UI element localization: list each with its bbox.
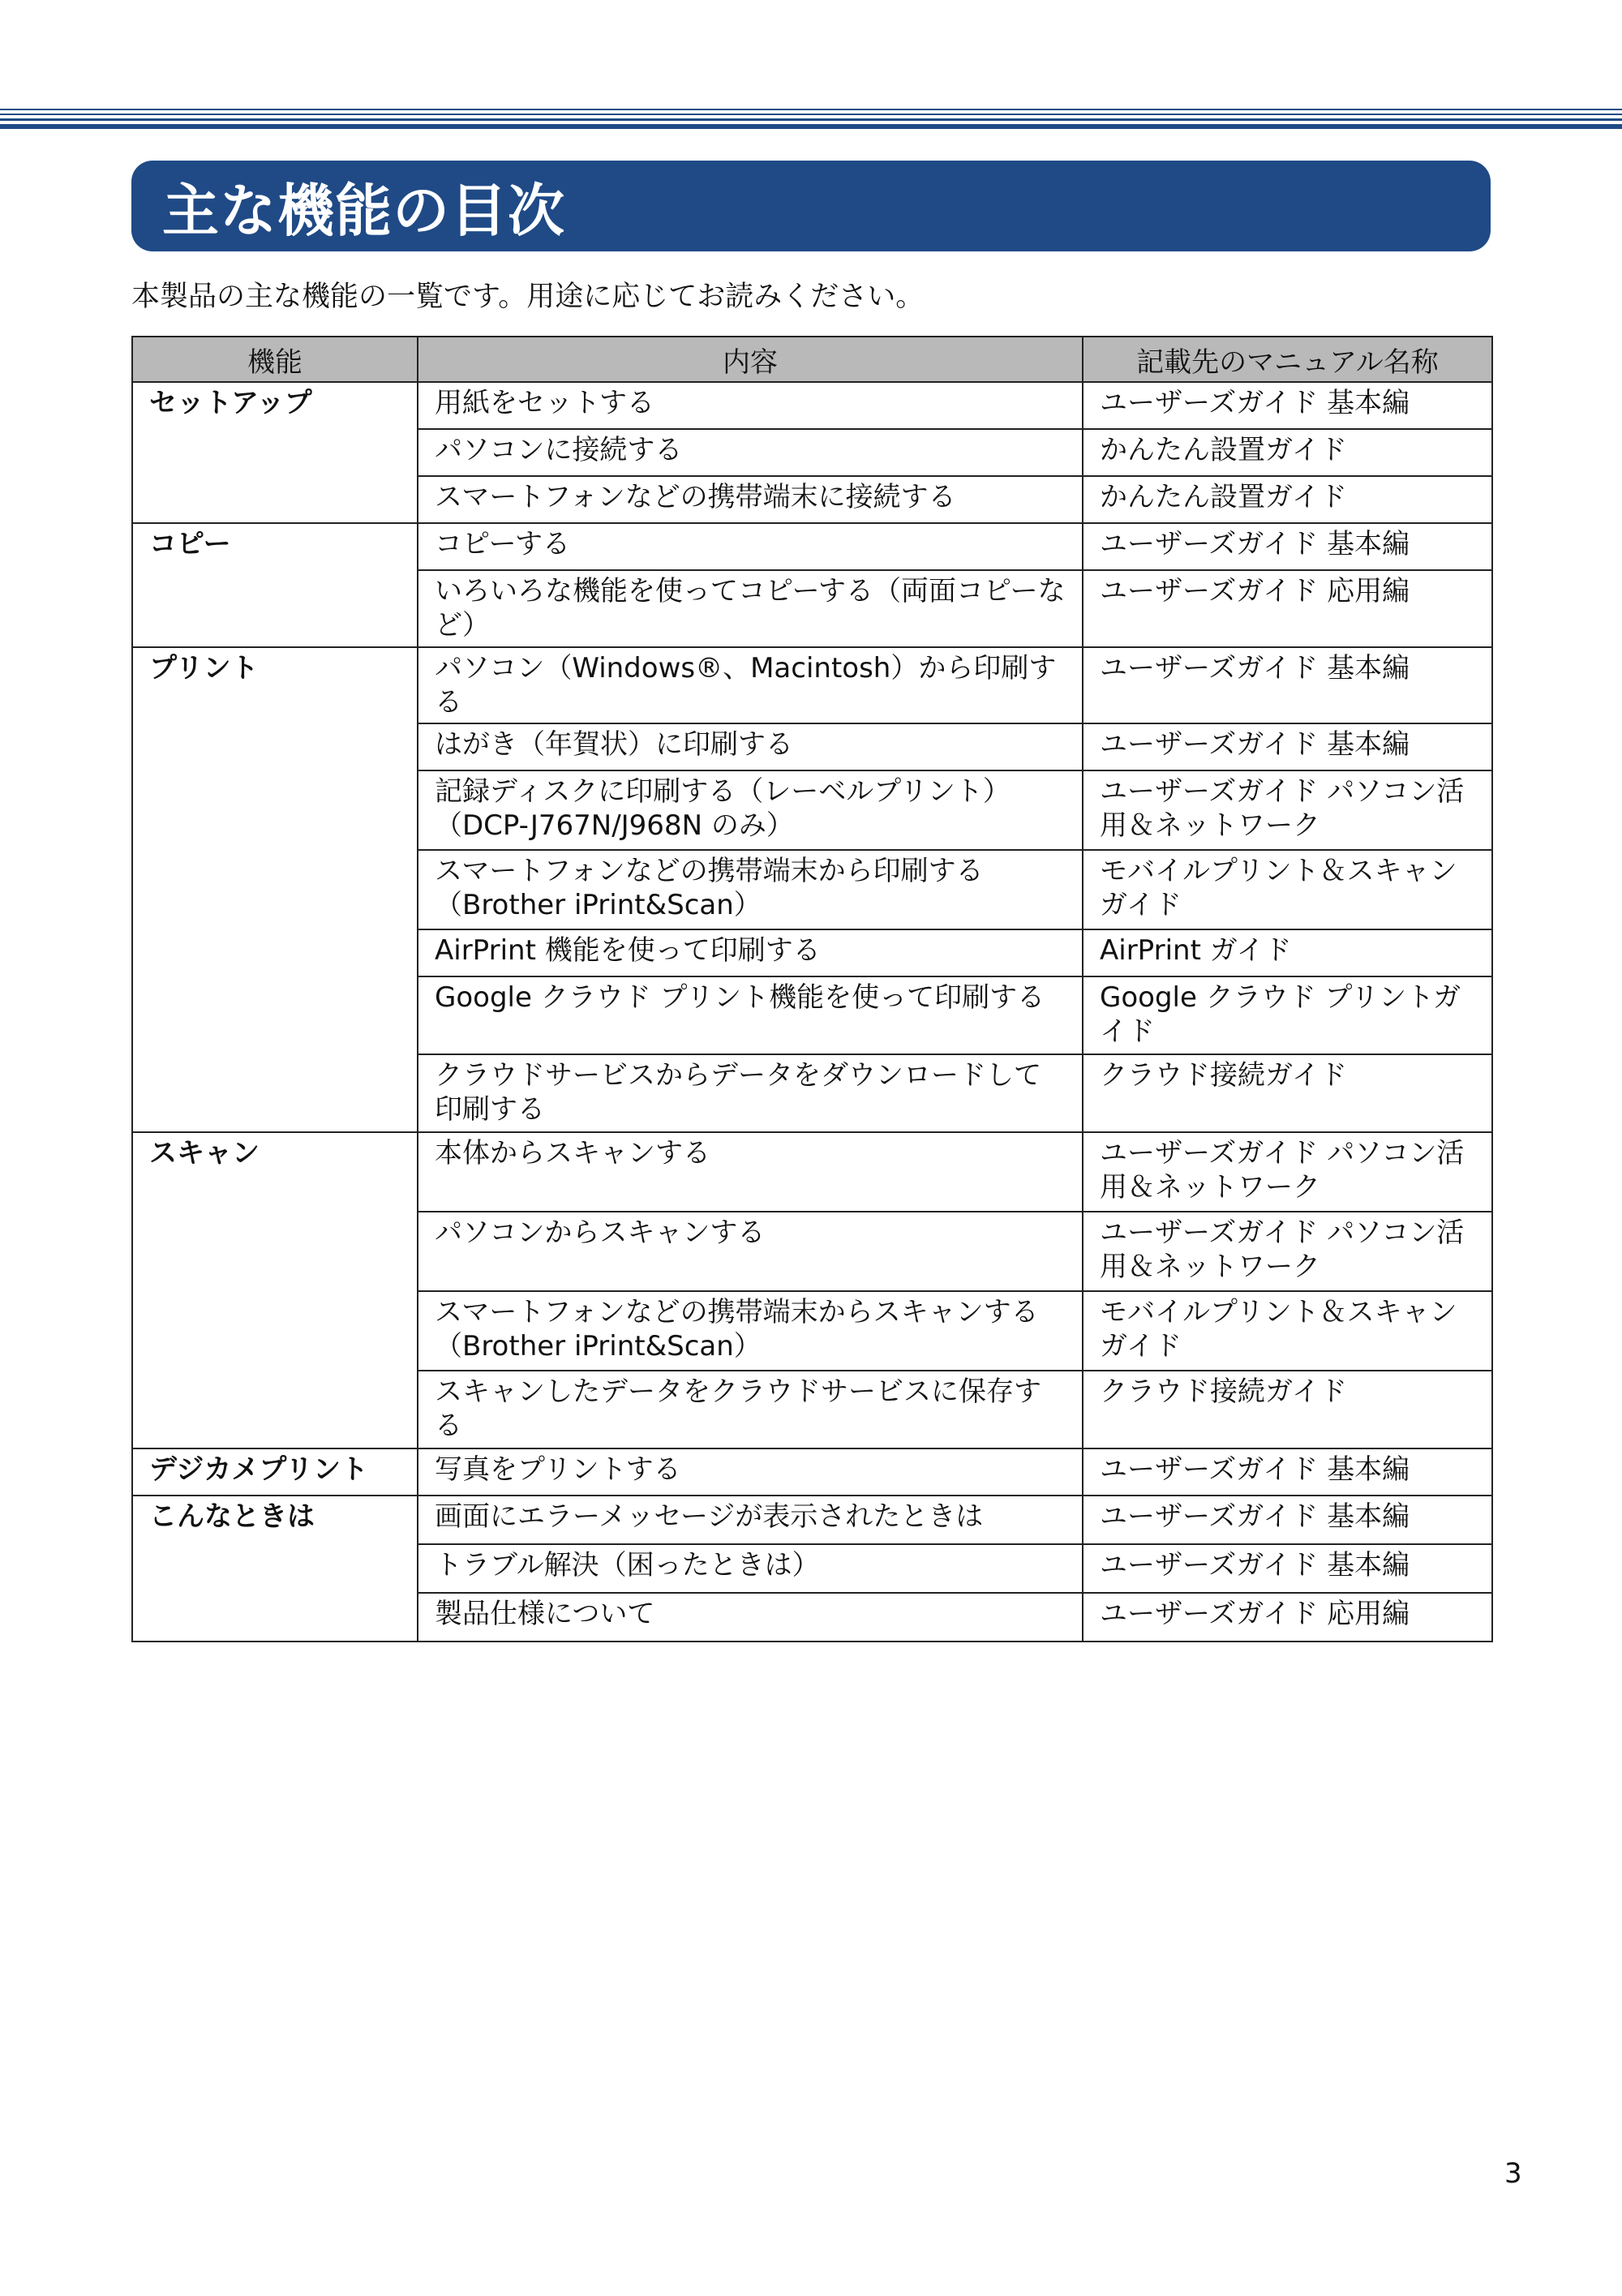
- manual-cell: クラウド接続ガイド: [1083, 1054, 1492, 1132]
- manual-cell: ユーザーズガイド 基本編: [1083, 1448, 1492, 1496]
- table-row: [132, 1132, 1492, 1212]
- page-title: 主な機能の目次: [162, 177, 565, 244]
- page-number: 3: [1504, 2157, 1522, 2190]
- category-cell: こんなときは: [132, 1496, 418, 1642]
- header-function: 機能: [132, 337, 418, 382]
- manual-cell: ユーザーズガイド 基本編: [1083, 647, 1492, 723]
- category-cell: デジカメプリント: [132, 1448, 418, 1496]
- function-table: [131, 336, 1493, 1642]
- content-cell: パソコン（Windows®、Macintosh）から印刷する: [418, 647, 1083, 723]
- manual-cell: モバイルプリント＆スキャンガイド: [1083, 850, 1492, 929]
- content-cell: Google クラウド プリント機能を使って印刷する: [418, 976, 1083, 1054]
- category-cell: コピー: [132, 523, 418, 647]
- table-body: [132, 382, 1492, 1642]
- manual-cell: ユーザーズガイド パソコン活用＆ネットワーク: [1083, 770, 1492, 850]
- content-cell: いろいろな機能を使ってコピーする（両面コピーなど）: [418, 570, 1083, 647]
- content-cell: コピーする: [418, 523, 1083, 570]
- content-cell: パソコンからスキャンする: [418, 1212, 1083, 1291]
- content-cell: 画面にエラーメッセージが表示されたときは: [418, 1496, 1083, 1544]
- manual-cell: かんたん設置ガイド: [1083, 476, 1492, 523]
- manual-cell: ユーザーズガイド 基本編: [1083, 723, 1492, 770]
- header-rules: [0, 109, 1622, 129]
- manual-cell: ユーザーズガイド 応用編: [1083, 570, 1492, 647]
- header-content: 内容: [418, 337, 1083, 382]
- content-cell: はがき（年賀状）に印刷する: [418, 723, 1083, 770]
- content-cell: AirPrint 機能を使って印刷する: [418, 929, 1083, 976]
- manual-cell: モバイルプリント＆スキャンガイド: [1083, 1291, 1492, 1371]
- table-row: [132, 1496, 1492, 1544]
- table-row: [132, 647, 1492, 723]
- content-cell: 写真をプリントする: [418, 1448, 1083, 1496]
- manual-cell: ユーザーズガイド 応用編: [1083, 1593, 1492, 1642]
- content-cell: スキャンしたデータをクラウドサービスに保存する: [418, 1371, 1083, 1448]
- manual-cell: ユーザーズガイド パソコン活用＆ネットワーク: [1083, 1132, 1492, 1212]
- content-cell: 本体からスキャンする: [418, 1132, 1083, 1212]
- manual-cell: クラウド接続ガイド: [1083, 1371, 1492, 1448]
- manual-cell: ユーザーズガイド 基本編: [1083, 1496, 1492, 1544]
- table-row: [132, 1448, 1492, 1496]
- manual-cell: かんたん設置ガイド: [1083, 429, 1492, 476]
- category-cell: プリント: [132, 647, 418, 1132]
- manual-cell: ユーザーズガイド 基本編: [1083, 523, 1492, 570]
- intro-text: 本製品の主な機能の一覧です。用途に応じてお読みください。: [131, 281, 925, 313]
- content-cell: スマートフォンなどの携帯端末からスキャンする（Brother iPrint&Scan）: [418, 1291, 1083, 1371]
- header-manual: 記載先のマニュアル名称: [1083, 337, 1492, 382]
- manual-cell: Google クラウド プリントガイド: [1083, 976, 1492, 1054]
- table-header-row: [132, 337, 1492, 382]
- content-cell: 用紙をセットする: [418, 382, 1083, 429]
- category-cell: スキャン: [132, 1132, 418, 1448]
- content-cell: クラウドサービスからデータをダウンロードして印刷する: [418, 1054, 1083, 1132]
- content-cell: 製品仕様について: [418, 1593, 1083, 1642]
- manual-cell: ユーザーズガイド 基本編: [1083, 1544, 1492, 1593]
- manual-cell: ユーザーズガイド パソコン活用＆ネットワーク: [1083, 1212, 1492, 1291]
- table-row: [132, 382, 1492, 429]
- content-cell: スマートフォンなどの携帯端末から印刷する（Brother iPrint&Scan）: [418, 850, 1083, 929]
- content-cell: パソコンに接続する: [418, 429, 1083, 476]
- manual-cell: AirPrint ガイド: [1083, 929, 1492, 976]
- content-cell: スマートフォンなどの携帯端末に接続する: [418, 476, 1083, 523]
- content-cell: 記録ディスクに印刷する（レーベルプリント）（DCP-J767N/J968N のみ）: [418, 770, 1083, 850]
- table-row: [132, 523, 1492, 570]
- category-cell: セットアップ: [132, 382, 418, 523]
- title-banner: [131, 161, 1491, 251]
- content-cell: トラブル解決（困ったときは）: [418, 1544, 1083, 1593]
- manual-cell: ユーザーズガイド 基本編: [1083, 382, 1492, 429]
